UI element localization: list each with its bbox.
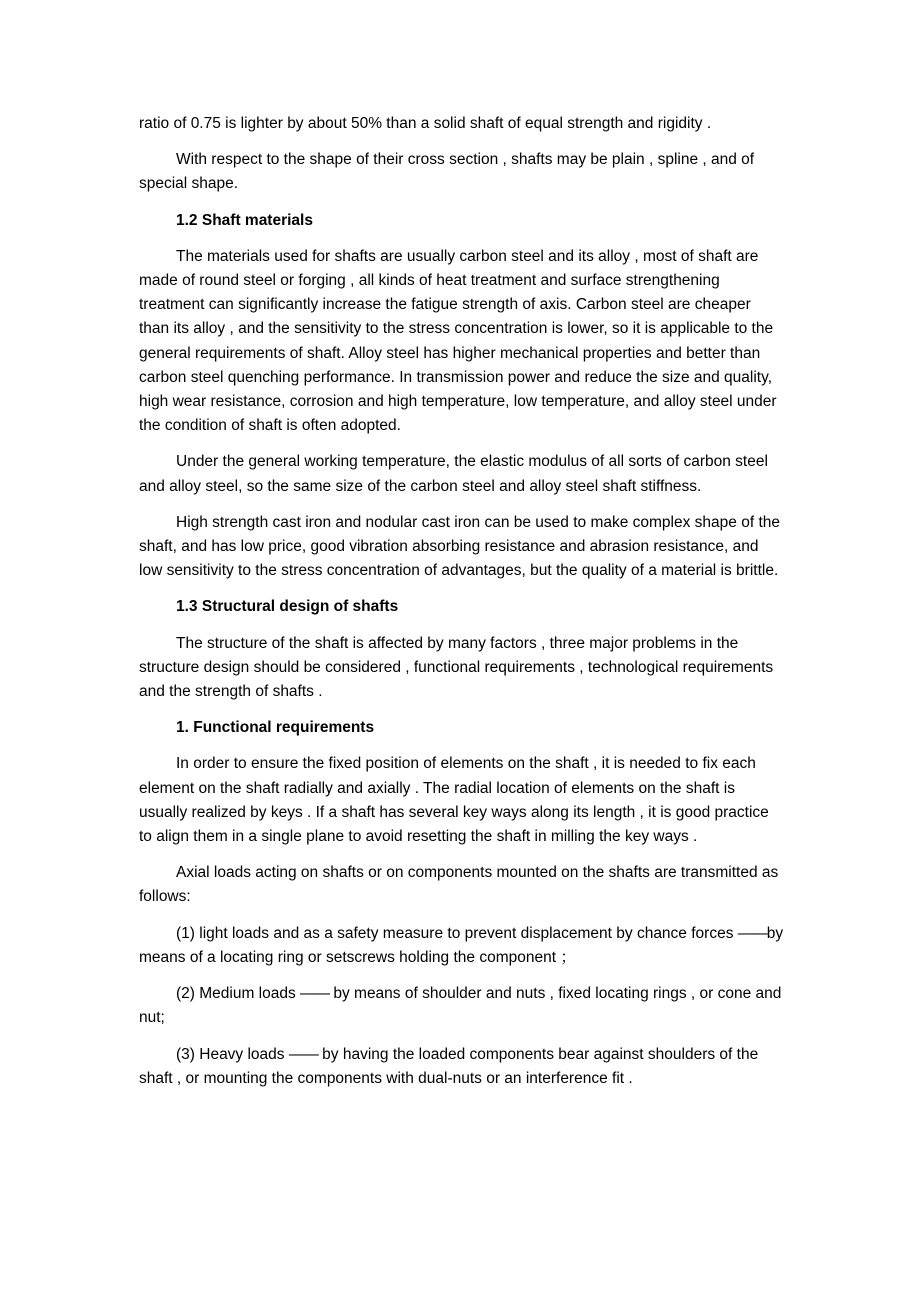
list-item-heavy-loads <box>139 1043 784 1091</box>
paragraph-axial-loads: Axial loads acting on shafts or on components mounted on the shafts are transmitted as follows: <box>139 864 779 906</box>
em-dash: —— <box>737 924 767 942</box>
list-item-text: (3) Heavy loads <box>176 1045 289 1063</box>
em-dash: —— <box>288 1045 318 1063</box>
paragraph-cross-section-shape: With respect to the shape of their cross section , shafts may be plain , spline , and of special shape. <box>139 151 755 193</box>
paragraph-materials-elastic-modulus: Under the general working temperature, the elastic modulus of all sorts of carbon steel and alloy steel, so the same size of the carbon steel and alloy steel shaft stiffness. <box>139 453 768 495</box>
heading-shaft-materials: 1.2 Shaft materials <box>176 211 313 229</box>
list-item-light-loads <box>139 922 784 970</box>
list-item-medium-loads <box>139 982 784 1030</box>
paragraph-materials-carbon-steel: The materials used for shafts are usually carbon steel and its alloy , most of shaft are made of round steel or forging , all kinds of heat treatment and surface strengthening treatment can significantly increase the fatigue strength of axis. Carbon steel are cheaper than its alloy , and the sensitivity to the stress concentration is lower, so it is applicable to the general requirements of shaft. Alloy steel has higher mechanical properties and better than carbon steel quenching performance. In transmission power and reduce the size and quality, high wear resistance, corrosion and high temperature, low temperature, and alloy steel under the condition of shaft is often adopted. <box>139 247 777 435</box>
list-item-text: by means of shoulder and nuts , fixed locating rings , or cone and nut; <box>139 985 782 1027</box>
heading-functional-requirements: 1. Functional requirements <box>176 719 375 737</box>
list-item-text: (1) light loads and as a safety measure to prevent displacement by chance forces <box>176 924 738 942</box>
paragraph-hollow-shaft-ratio: ratio of 0.75 is lighter by about 50% than a solid shaft of equal strength and rigidity . <box>139 115 712 132</box>
paragraph-materials-cast-iron: High strength cast iron and nodular cast iron can be used to make complex shape of the shaft, and has low price, good vibration absorbing resistance and abrasion resistance, and low sensitivity to the stress concentration of advantages, but the quality of a material is brittle. <box>139 513 780 580</box>
paragraph-fixed-position: In order to ensure the fixed position of elements on the shaft , it is needed to fix each element on the shaft radially and axially . The radial location of elements on the shaft is usually realized by keys . If a shaft has several key ways along its length , it is good practice to align them in a single plane to avoid resetting the shaft in milling the key ways . <box>139 755 769 846</box>
list-item-text: by means of a locating ring or setscrews holding the component <box>139 924 784 966</box>
list-item-text: (2) Medium loads <box>176 985 301 1003</box>
heading-structural-design: 1.3 Structural design of shafts <box>176 598 399 616</box>
semicolon: ； <box>560 948 576 966</box>
em-dash: —— <box>300 985 330 1003</box>
list-item-text: by having the loaded components bear against shoulders of the shaft , or mounting the components with dual-nuts or an interference fit . <box>139 1045 759 1087</box>
paragraph-structural-factors: The structure of the shaft is affected by many factors , three major problems in the structure design should be considered , functional requirements , technological requirements and the strength of shafts . <box>139 634 774 701</box>
document-page <box>139 112 784 1103</box>
